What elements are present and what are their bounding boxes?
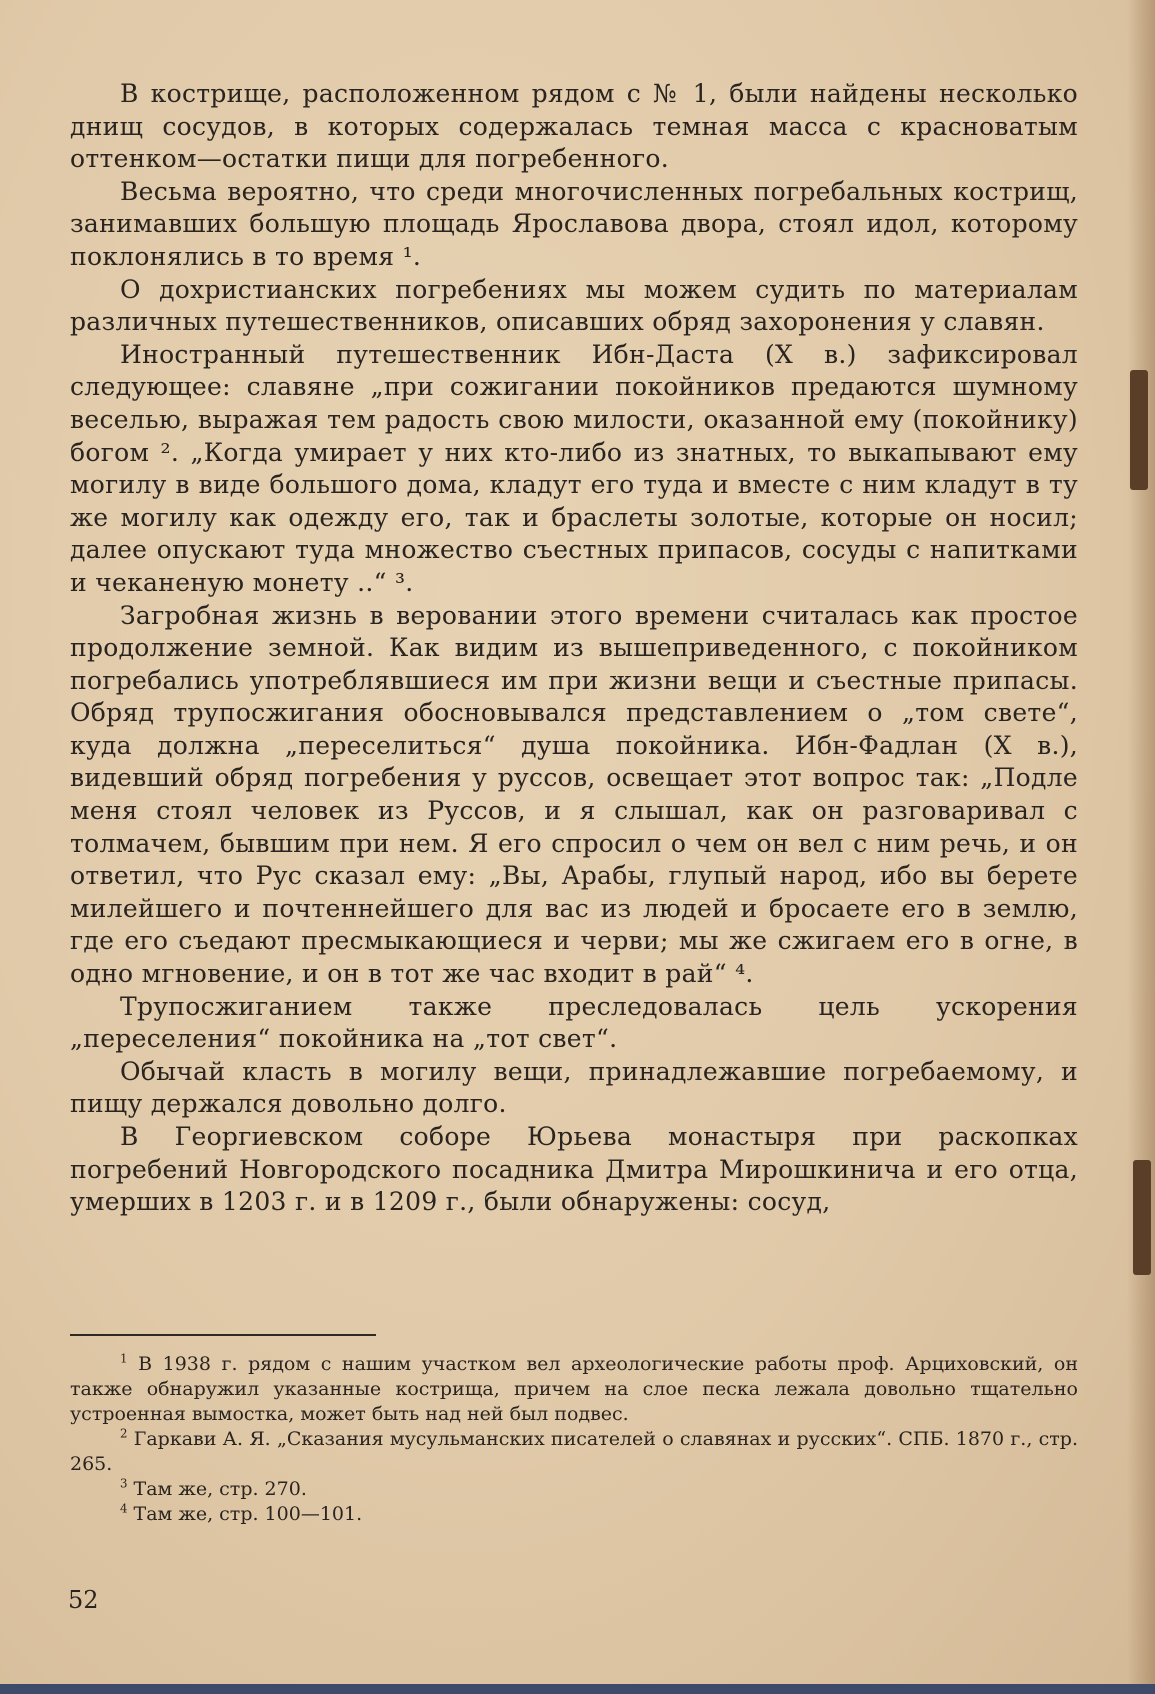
footnote xyxy=(70,1502,1078,1527)
footnote-mark: 3 xyxy=(120,1476,128,1491)
binding-mark xyxy=(1133,1160,1151,1275)
footnote xyxy=(70,1427,1078,1477)
paragraph: Иностранный путешественник Ибн-Даста (X в.) зафиксировал следующее: славяне „при сожигании покойников предаются шумному веселью, выражая тем радость свою милости, оказанной ему (покойнику) богом ². „Когда умирает у них кто-либо из знатных, то выкапывают ему могилу в виде большого дома, кладут его туда и вместе с ним кладут в ту же могилу как одежду его, так и браслеты золотые, которые он носил; далее опускают туда множество съестных припасов, сосуды с напитками и чеканеную монету ..“ ³. xyxy=(70,339,1078,597)
footnote xyxy=(70,1477,1078,1502)
paragraph: Трупосжиганием также преследовалась цель ускорения „переселения“ покойника на „тот свет“. xyxy=(70,991,1078,1054)
footnote xyxy=(70,1352,1078,1427)
paragraph: Загробная жизнь в веровании этого времени считалась как простое продолжение земной. Как видим из вышеприведенного, с покойником погребались употреблявшиеся им при жизни вещи и съестные припасы. Обряд трупосжигания обосновывался представлением о „том свете“, куда должна „переселиться“ душа покойника. Ибн-Фадлан (X в.), видевший обряд погребения у руссов, освещает этот вопрос так: „Подле меня стоял человек из Руссов, и я слышал, как он разговаривал с толмачем, бывшим при нем. Я его спросил о чем он вел с ним речь, и он ответил, что Рус сказал ему: „Вы, Арабы, глупый народ, ибо вы берете милейшего и почтеннейшего для вас из людей и бросаете его в землю, где его съедают пресмыкающиеся и черви; мы же сжигаем его в огне, в одно мгновение, и он в тот же час входит в рай“ ⁴. xyxy=(70,600,1078,989)
paragraph: В кострище, расположенном рядом с № 1, были найдены несколько днищ сосудов, в которых содержалась темная масса с красноватым оттенком—остатки пищи для погребенного. xyxy=(70,79,1078,174)
footnote-mark: 2 xyxy=(120,1426,128,1441)
footnote-mark: 4 xyxy=(120,1501,128,1516)
main-text xyxy=(70,78,1078,1219)
footnote-divider xyxy=(70,1334,376,1336)
paragraph: Обычай класть в могилу вещи, принадлежавшие погребаемому, и пищу держался довольно долго. xyxy=(70,1056,1078,1119)
paragraph: Весьма вероятно, что среди многочисленных погребальных кострищ, занимавших большую площадь Ярославова двора, стоял идол, которому поклонялись в то время ¹. xyxy=(70,176,1078,271)
page-edge-shadow xyxy=(1127,0,1155,1694)
binding-mark xyxy=(1130,370,1148,490)
footnote-text: Гаркави А. Я. „Сказания мусульманских писателей о славянах и русских“. СПБ. 1870 г., стр. 265. xyxy=(70,1428,1078,1475)
footnote-text: В 1938 г. рядом с нашим участком вел археологические работы проф. Арциховский, он также обнаружил указанные кострища, причем на слое песка лежала довольно тщательно устроенная вымостка, может быть над ней был подвес. xyxy=(70,1353,1079,1425)
footnote-text: Там же, стр. 100—101. xyxy=(133,1503,363,1525)
footnote-text: Там же, стр. 270. xyxy=(133,1478,307,1500)
footnote-mark: 1 xyxy=(120,1351,128,1366)
cover-strip xyxy=(0,1684,1155,1694)
footnotes xyxy=(70,1352,1078,1527)
page-number: 52 xyxy=(68,1586,99,1614)
paragraph: В Георгиевском соборе Юрьева монастыря при раскопках погребений Новгородского посадника Дмитра Мирошкинича и его отца, умерших в 1203 г. и в 1209 г., были обнаружены: сосуд, xyxy=(70,1122,1078,1217)
paragraph: О дохристианских погребениях мы можем судить по материалам различных путешественников, описавших обряд захоронения у славян. xyxy=(70,274,1078,337)
